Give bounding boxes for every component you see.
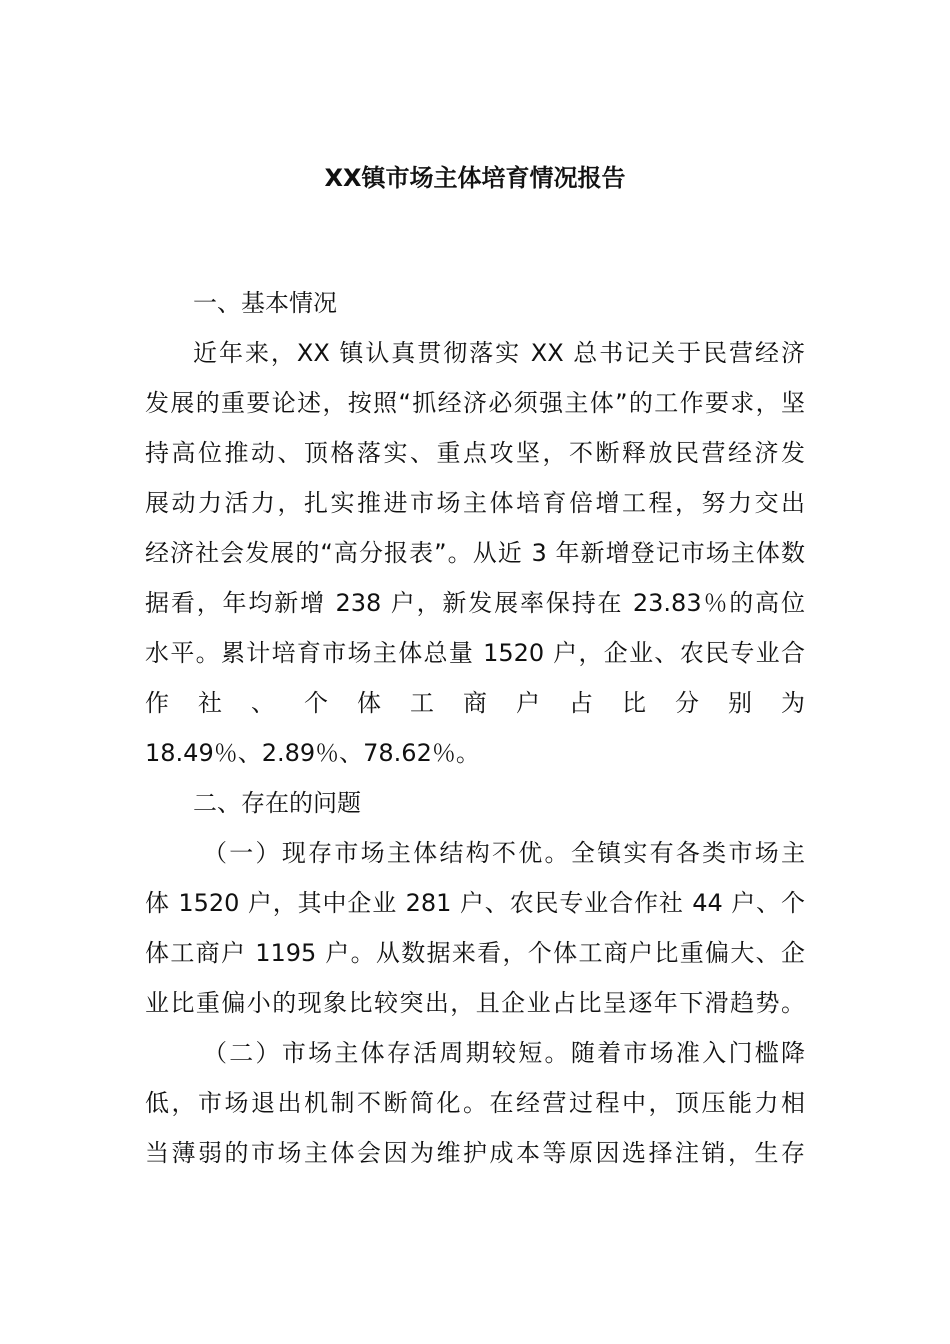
paragraph-problem-structure xyxy=(145,828,805,1028)
text-line: 作社、个体工商户占比分别为 xyxy=(145,689,805,717)
text-line: （二）市场主体存活周期较短。随着市场准入门槛降 xyxy=(203,1039,805,1067)
text-line: 体 1520 户，其中企业 281 户、农民专业合作社 44 户、个 xyxy=(145,889,805,917)
text-line: （一）现存市场主体结构不优。全镇实有各类市场主 xyxy=(203,839,805,867)
document-title: XX镇市场主体培育情况报告 xyxy=(324,164,626,192)
text-line: 业比重偏小的现象比较突出，且企业占比呈逐年下滑趋势。 xyxy=(145,989,805,1017)
text-line: 发展的重要论述，按照“抓经济必须强主体”的工作要求，坚 xyxy=(145,389,805,417)
text-line: 水平。累计培育市场主体总量 1520 户，企业、农民专业合 xyxy=(145,639,805,667)
text-line: 据看，年均新增 238 户，新发展率保持在 23.83％的高位 xyxy=(145,589,805,617)
text-line: 持高位推动、顶格落实、重点攻坚，不断释放民营经济发 xyxy=(145,439,805,467)
text-line: 展动力活力，扎实推进市场主体培育倍增工程，努力交出 xyxy=(145,489,805,517)
text-line: 体工商户 1195 户。从数据来看，个体工商户比重偏大、企 xyxy=(145,939,805,967)
section-heading-basic-situation: 一、基本情况 xyxy=(193,289,337,317)
text-line: 当薄弱的市场主体会因为维护成本等原因选择注销，生存 xyxy=(145,1139,805,1167)
document-body xyxy=(145,278,805,1178)
text-line: 经济社会发展的“高分报表”。从近 3 年新增登记市场主体数 xyxy=(145,539,805,567)
text-line: 低，市场退出机制不断简化。在经营过程中，顶压能力相 xyxy=(145,1089,805,1117)
section-heading-existing-problems: 二、存在的问题 xyxy=(193,789,361,817)
paragraph-problem-survival xyxy=(145,1028,805,1178)
text-line: 18.49％、2.89％、78.62％。 xyxy=(145,739,480,767)
text-line: 近年来，XX 镇认真贯彻落实 XX 总书记关于民营经济 xyxy=(193,339,805,367)
paragraph-basic-situation xyxy=(145,328,805,778)
